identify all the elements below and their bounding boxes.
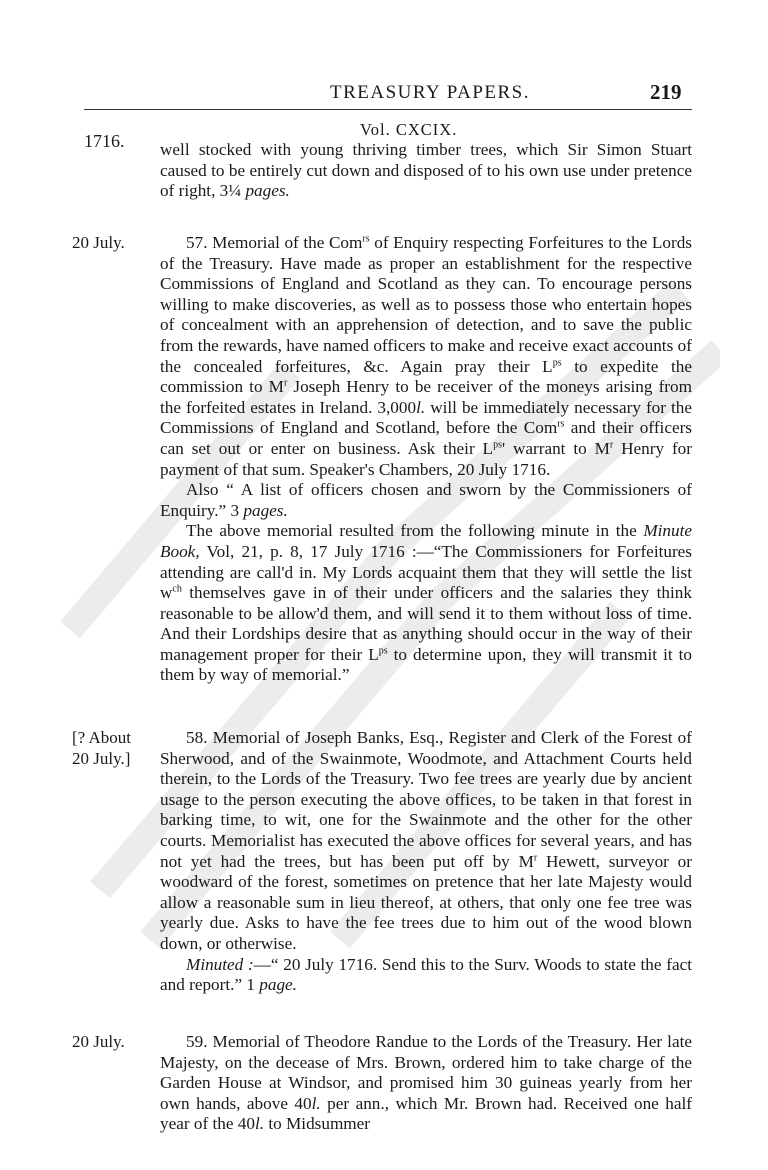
paragraph: The above memorial resulted from the following minute in the Minute Book, Vol, 21, p. 8, 17 July 1716 :—“The Commissioners for Forfeitures attending are call'd in. My Lords acquaint them that they will settle the list $w^{ch}$ themselves gave in of their under officers and the salaries they think reasonable to be allow'd them, and will send it to them without loss of time. And their Lordships desire that as anything should occur in the way of their management proper for their $L^{ps}$ to determine upon, they will transmit it to them by way of memorial.” xyxy=(160,521,692,685)
page-header xyxy=(0,82,768,112)
entry-58 xyxy=(160,728,692,996)
paragraph: 58. Memorial of Joseph Banks, Esq., Register and Clerk of the Forest of Sherwood, and of the Swainmote, Woodmote, and Attachment Courts held therein, to the Lords of the Treasury. Two fee trees are yearly due by ancient usage to the person executing the above offices, to be taken in that forest in barking time, to wit, one for the Swainmote and the other for the other courts. Memorialist has executed the above offices for several years, and has not yet had the trees, but has been put off by $M^r$ Hewett, surveyor or woodward of the forest, sometimes on pretence that her late Majesty would allow a reasonable sum in lieu thereof, at others, that only one fee tree was yearly due. Asks to have the fee trees due to him out of the wood blown down, or otherwise. xyxy=(160,728,693,953)
margin-date xyxy=(72,728,162,769)
paragraph: Minuted :—“ 20 July 1716. Send this to the Surv. Woods to state the fact and report.” 1 page. xyxy=(160,954,692,995)
paragraph: Also “ A list of officers chosen and sworn by the Commissioners of Enquiry.” 3 pages. xyxy=(160,480,692,520)
entry-59 xyxy=(160,1032,692,1135)
margin-date: 20 July. xyxy=(72,1032,125,1051)
running-title: TREASURY PAPERS. xyxy=(330,82,530,103)
paragraph: 57. Memorial of the Com$^{rs}$ of Enquiry respecting Forfeitures to the Lords of the Treasury. Have made as proper an establishment for the respective Commissions of England and Scotland as they can. To encourage persons willing to make discoveries, as well as to possess those who entertain hopes of concealment with an apprehension of detection, and to save the public from the rewards, have named officers to make and receive exact accounts of the concealed forfeitures, &c. Again pray their $L^{ps}$ to expedite the commission to $M^r$ Joseph Henry to be receiver of the moneys arising from the forfeited estates in Ireland. 3,000l. will be immediately necessary for the Commissions of England and Scotland, before the Com$^{rs}$ and their officers can set out or enter on business. Ask their $L^{ps}'$ warrant to $M^r$ Henry for payment of that sum. Speaker's Chambers, 20 July 1716. xyxy=(160,233,693,479)
paragraph: well stocked with young thriving timber trees, which Sir Simon Stuart caused to be entirely cut down and disposed of to his own use under pretence of right, 3¼ pages. xyxy=(160,140,692,201)
margin-date: 20 July. xyxy=(72,233,125,252)
volume-heading: Vol. CXCIX. xyxy=(360,120,458,139)
margin-date-line: [? About xyxy=(72,728,132,747)
entry-57 xyxy=(160,233,692,686)
paragraph: 59. Memorial of Theodore Randue to the Lords of the Treasury. Her late Majesty, on the decease of Mrs. Brown, ordered him to take charge of the Garden House at Windsor, and promised him 30 guineas yearly from her own hands, above 40l. per ann., which Mr. Brown had. Received one half year of the 40l. to Midsummer xyxy=(160,1032,692,1134)
continuation-paragraph xyxy=(160,140,692,202)
year-marker: 1716. xyxy=(84,131,125,151)
margin-date-line: 20 July.] xyxy=(72,748,131,768)
page-number: 219 xyxy=(650,80,682,104)
header-rule xyxy=(84,109,692,110)
